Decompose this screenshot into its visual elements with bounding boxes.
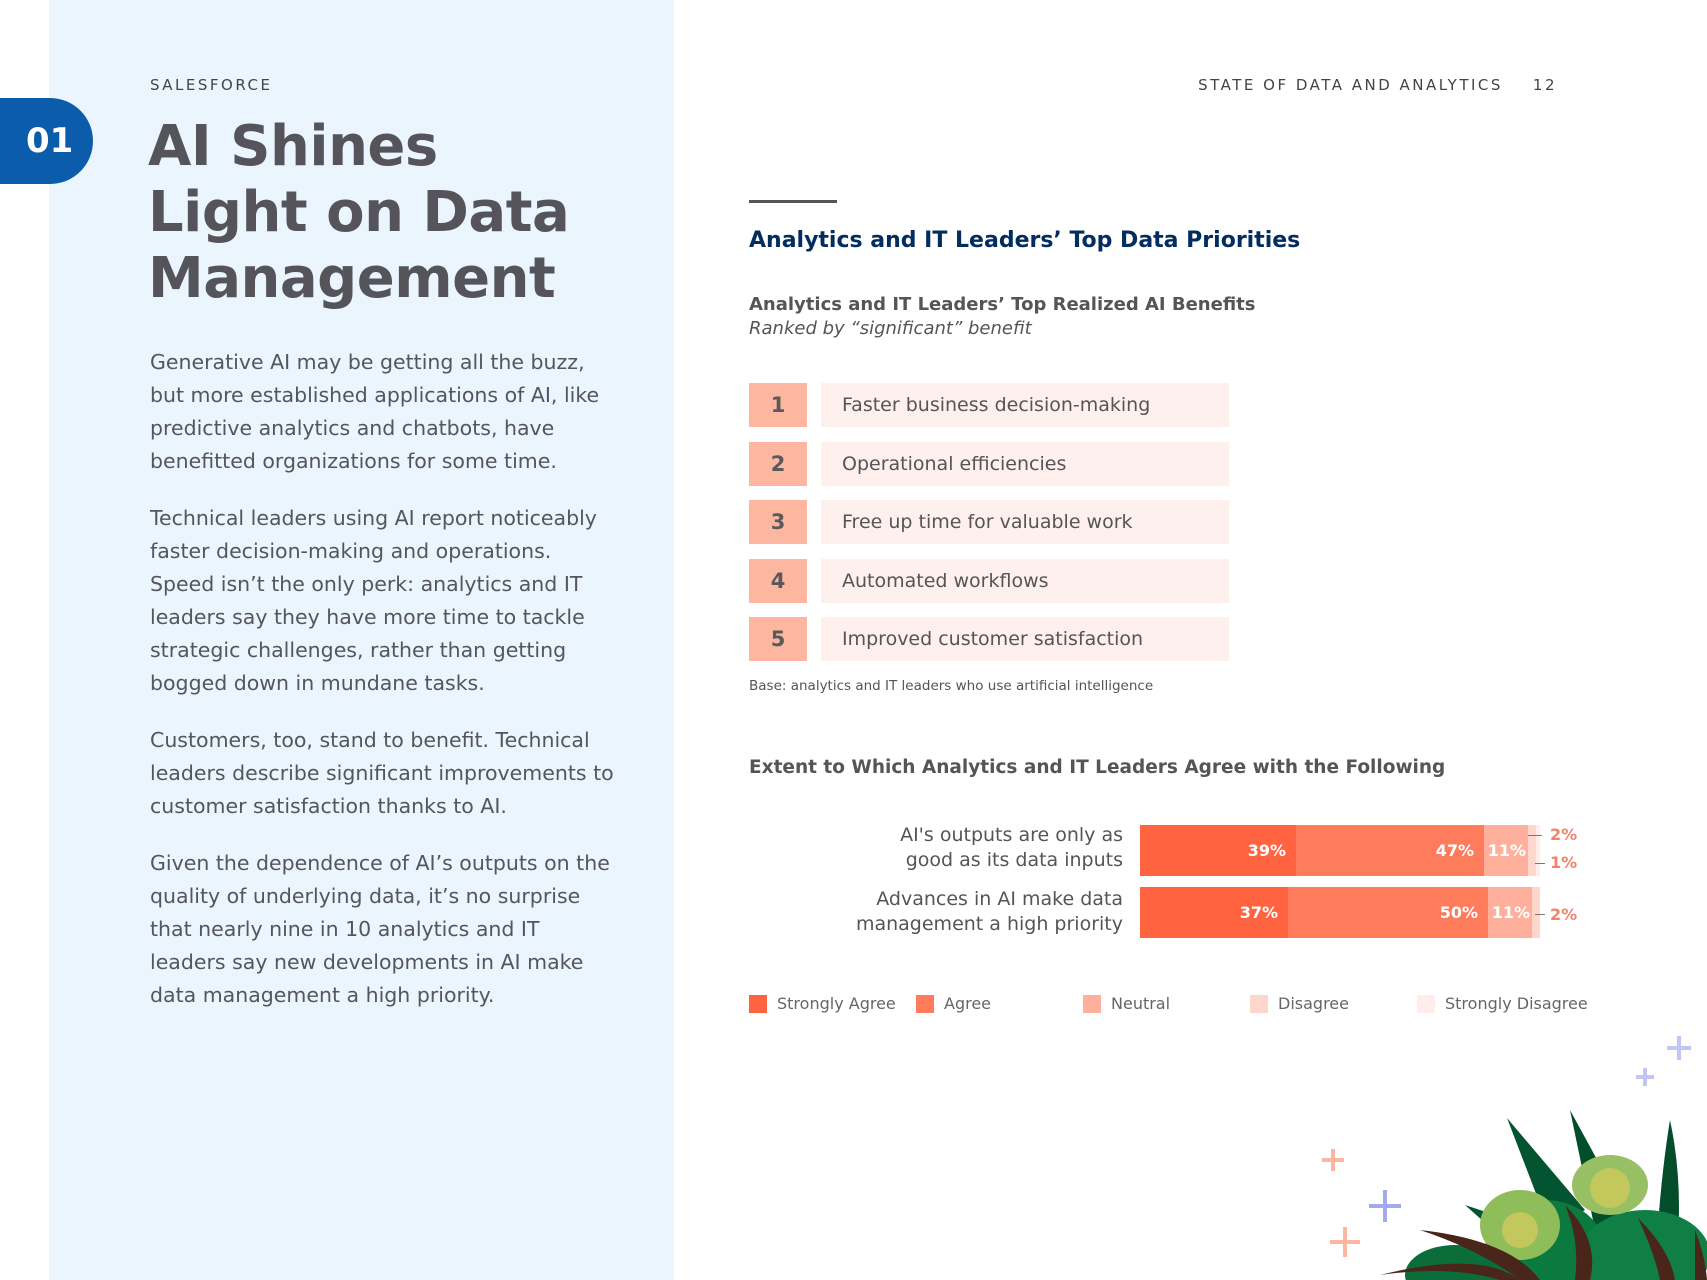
rank-label: Automated workflows <box>821 559 1229 603</box>
rank-label: Improved customer satisfaction <box>821 617 1229 661</box>
bar-segment-disagree <box>1532 887 1540 938</box>
label-leader-line <box>1535 914 1545 915</box>
rank-label: Operational efficiencies <box>821 442 1229 486</box>
legend-label: Agree <box>944 994 992 1013</box>
plant-illustration-icon <box>1370 1070 1707 1280</box>
section-title: Analytics and IT Leaders’ Top Data Priorities <box>749 228 1301 253</box>
data-label-disagree: 2% <box>1550 825 1578 844</box>
category-line: management a high priority <box>855 913 1123 935</box>
legend-swatch <box>1417 995 1435 1013</box>
rank-label: Faster business decision-making <box>821 383 1229 427</box>
bar-segment-neutral: 11% <box>1484 825 1528 876</box>
section-number-tab: 01 <box>0 98 93 184</box>
bar-segment-disagree <box>1528 825 1536 876</box>
legend-label: Disagree <box>1278 994 1349 1013</box>
page-header <box>1198 76 1557 94</box>
title-line: AI Shines <box>148 114 438 179</box>
ranking-list <box>749 383 1229 676</box>
bar-segment-agree: 50% <box>1288 887 1488 938</box>
sparkle-icon <box>1322 1149 1344 1171</box>
list-item <box>749 500 1229 544</box>
body-text <box>150 346 620 1036</box>
bar-segment-strongly-agree: 39% <box>1140 825 1296 876</box>
rank-number: 3 <box>749 500 807 544</box>
bar-segment-strongly-disagree <box>1536 825 1540 876</box>
legend-swatch <box>916 995 934 1013</box>
base-note: Base: analytics and IT leaders who use artificial intelligence <box>749 678 1154 694</box>
bar-segment-agree: 47% <box>1296 825 1484 876</box>
paragraph: Customers, too, stand to benefit. Technical leaders describe significant improvements to customer satisfaction thanks to AI. <box>150 728 614 818</box>
category-line: AI's outputs are only as <box>900 824 1123 846</box>
list-item <box>749 559 1229 603</box>
bar-category-label <box>900 823 1123 873</box>
list-item <box>749 442 1229 486</box>
bar-category-label <box>856 887 1123 937</box>
legend-item <box>1083 994 1250 1013</box>
ranking-note: Ranked by “significant” benefit <box>749 318 1032 339</box>
sparkle-icon <box>1330 1227 1360 1257</box>
rank-number: 5 <box>749 617 807 661</box>
stacked-bar <box>1140 825 1540 876</box>
legend-item <box>916 994 1083 1013</box>
rank-number: 1 <box>749 383 807 427</box>
divider <box>749 200 837 203</box>
list-item <box>749 617 1229 661</box>
legend-label: Strongly Disagree <box>1445 994 1588 1013</box>
page-title <box>148 114 569 312</box>
paragraph: Generative AI may be getting all the buzz, but more established applications of AI, like predictive analytics and chatbots, have benefitted organizations for some time. <box>150 350 600 473</box>
legend-swatch <box>1083 995 1101 1013</box>
bar-segment-strongly-agree: 37% <box>1140 887 1288 938</box>
title-line: Management <box>148 246 556 311</box>
title-line: Light on Data <box>148 180 570 245</box>
bar-segment-neutral: 11% <box>1488 887 1532 938</box>
rank-label: Free up time for valuable work <box>821 500 1229 544</box>
stacked-bar <box>1140 887 1540 938</box>
label-leader-line <box>1528 835 1542 836</box>
data-label-strongly-disagree: 1% <box>1550 853 1578 872</box>
chart-title: Extent to Which Analytics and IT Leaders Agree with the Following <box>749 757 1446 778</box>
legend-label: Neutral <box>1111 994 1171 1013</box>
legend-label: Strongly Agree <box>777 994 896 1013</box>
rank-number: 2 <box>749 442 807 486</box>
sparkle-icon <box>1667 1036 1691 1060</box>
page-number: 12 <box>1532 76 1557 94</box>
data-label-disagree: 2% <box>1550 905 1578 924</box>
category-line: good as its data inputs <box>905 849 1123 871</box>
list-item <box>749 383 1229 427</box>
legend-item <box>1417 994 1588 1013</box>
report-title: STATE OF DATA AND ANALYTICS <box>1198 76 1503 94</box>
paragraph: Given the dependence of AI’s outputs on the quality of underlying data, it’s no surprise that nearly nine in 10 analytics and IT leaders say new developments in AI make data management a high priority. <box>150 851 610 1007</box>
label-leader-line <box>1535 863 1545 864</box>
chart-legend <box>749 994 1588 1013</box>
rank-number: 4 <box>749 559 807 603</box>
legend-swatch <box>1250 995 1268 1013</box>
legend-item <box>749 994 916 1013</box>
paragraph: Technical leaders using AI report noticeably faster decision-making and operations. Speed isn’t the only perk: analytics and IT leaders say they have more time to tackle strategic challenges, rather than getting bogged down in mundane tasks. <box>150 506 597 695</box>
ranking-title: Analytics and IT Leaders’ Top Realized AI Benefits <box>749 294 1256 315</box>
category-line: Advances in AI make data <box>876 888 1123 910</box>
legend-item <box>1250 994 1417 1013</box>
brand-label: SALESFORCE <box>150 76 273 94</box>
legend-swatch <box>749 995 767 1013</box>
